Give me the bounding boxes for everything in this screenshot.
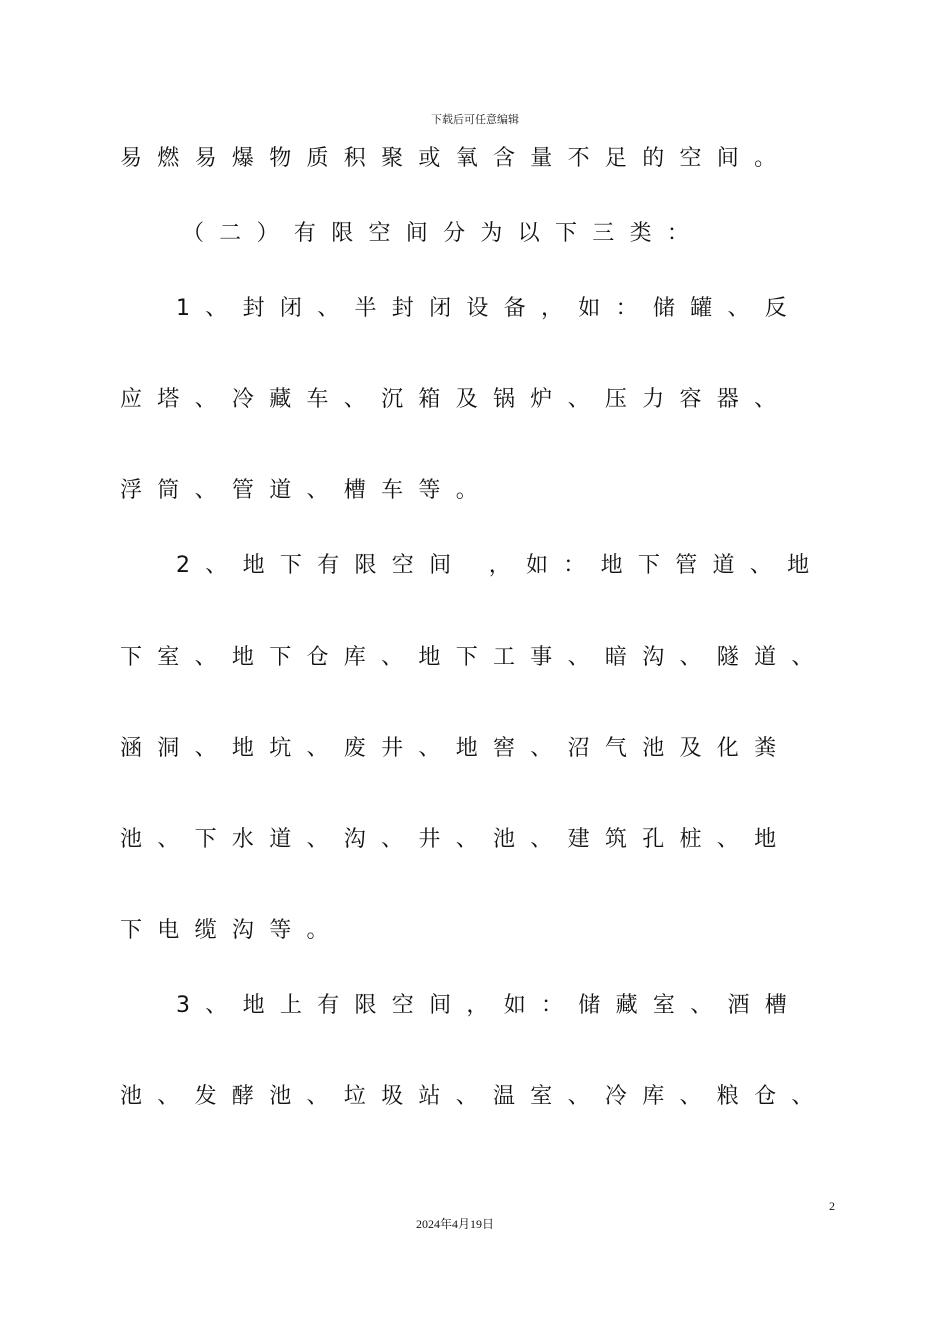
body-line-6: 2、地下有限空间 ，如：地下管道、地 xyxy=(176,553,825,578)
body-line-9: 池、下水道、沟、井、池、建筑孔桩、地 xyxy=(120,827,792,852)
body-line-2: （二）有限空间分为以下三类： xyxy=(182,221,705,246)
body-line-12: 池、发酵池、垃圾站、温室、冷库、粮仓、 xyxy=(120,1084,829,1109)
body-line-7: 下室、地下仓库、地下工事、暗沟、隧道、 xyxy=(120,645,829,670)
body-line-3: 1、封闭、半封闭设备，如：储罐、反 xyxy=(176,296,803,321)
body-line-10: 下电缆沟等。 xyxy=(120,918,344,943)
header-note: 下载后可任意编辑 xyxy=(431,113,519,126)
body-line-4: 应塔、冷藏车、沉箱及锅炉、压力容器、 xyxy=(120,387,792,412)
body-line-5: 浮筒、管道、槽车等。 xyxy=(120,478,494,503)
footer-date: 2024年4月19日 xyxy=(415,1217,494,1231)
body-line-8: 涵洞、地坑、废井、地窖、沼气池及化粪 xyxy=(120,736,792,761)
body-line-1: 易燃易爆物质积聚或氧含量不足的空间。 xyxy=(120,146,792,171)
body-line-11: 3、地上有限空间，如：储藏室、酒槽 xyxy=(176,993,803,1018)
page-number: 2 xyxy=(829,1199,835,1213)
